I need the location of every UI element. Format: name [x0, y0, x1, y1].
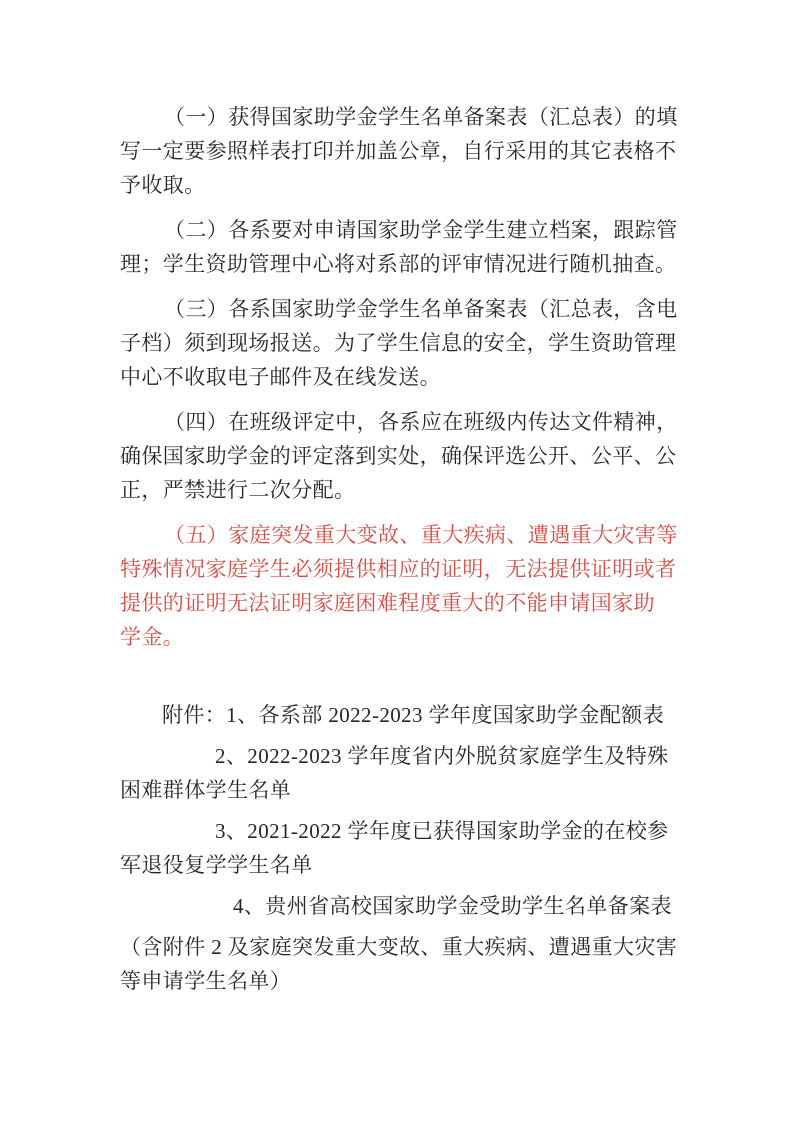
attachment-item-2-line-2: 困难群体学生名单	[120, 778, 292, 802]
paragraph-4	[120, 405, 682, 507]
attachment-item-1	[120, 698, 682, 732]
paragraph-5-highlighted	[120, 518, 682, 654]
attachments-section	[120, 698, 682, 998]
attachment-item-2-line-1: 2、2022-2023 学年度省内外脱贫家庭学生及特殊	[215, 744, 669, 768]
attachment-item-1-line-1: 附件：1、各系部 2022-2023 学年度国家助学金配额表	[162, 703, 664, 727]
attachment-note-line-1: （含附件 2 及家庭突发重大变故、重大疾病、遭遇重大灾害	[120, 935, 678, 959]
paragraph-1-line-3: 予收取。	[120, 173, 206, 197]
document-body	[120, 100, 682, 1005]
paragraph-5-line-1: （五）家庭突发重大变故、重大疾病、遭遇重大灾害等	[164, 523, 678, 547]
paragraph-1-line-2: 写一定要参照样表打印并加盖公章，自行采用的其它表格不	[120, 139, 677, 163]
paragraph-1-line-1: （一）获得国家助学金学生名单备案表（汇总表）的填	[164, 105, 678, 129]
paragraph-3	[120, 292, 682, 394]
paragraph-5-line-4: 学金。	[120, 625, 185, 649]
attachment-item-4	[120, 889, 682, 923]
paragraph-1	[120, 100, 682, 202]
paragraph-5-line-2: 特殊情况家庭学生必须提供相应的证明，无法提供证明或者	[120, 557, 677, 581]
attachment-item-2	[120, 739, 682, 807]
attachment-item-4-note	[120, 930, 682, 998]
paragraph-5-line-3: 提供的证明无法证明家庭困难程度重大的不能申请国家助	[120, 591, 655, 615]
paragraph-3-line-3: 中心不收取电子邮件及在线发送。	[120, 365, 441, 389]
paragraph-4-line-1: （四）在班级评定中，各系应在班级内传达文件精神，	[164, 410, 678, 434]
paragraph-3-line-2: 子档）须到现场报送。为了学生信息的安全，学生资助管理	[120, 331, 677, 355]
paragraph-2	[120, 213, 682, 281]
attachment-item-3	[120, 814, 682, 882]
paragraph-2-line-1: （二）各系要对申请国家助学金学生建立档案，跟踪管	[164, 218, 678, 242]
attachment-item-4-line-1: 4、贵州省高校国家助学金受助学生名单备案表	[233, 894, 672, 918]
attachment-item-3-line-2: 军退役复学学生名单	[120, 853, 313, 877]
attachment-note-line-2: 等申请学生名单）	[120, 969, 292, 993]
attachment-item-3-line-1: 3、2021-2022 学年度已获得国家助学金的在校参	[215, 819, 669, 843]
paragraph-3-line-1: （三）各系国家助学金学生名单备案表（汇总表，含电	[164, 297, 678, 321]
paragraph-4-line-3: 正，严禁进行二次分配。	[120, 478, 356, 502]
paragraph-2-line-2: 理；学生资助管理中心将对系部的评审情况进行随机抽查。	[120, 252, 677, 276]
paragraph-4-line-2: 确保国家助学金的评定落到实处，确保评选公开、公平、公	[120, 444, 677, 468]
